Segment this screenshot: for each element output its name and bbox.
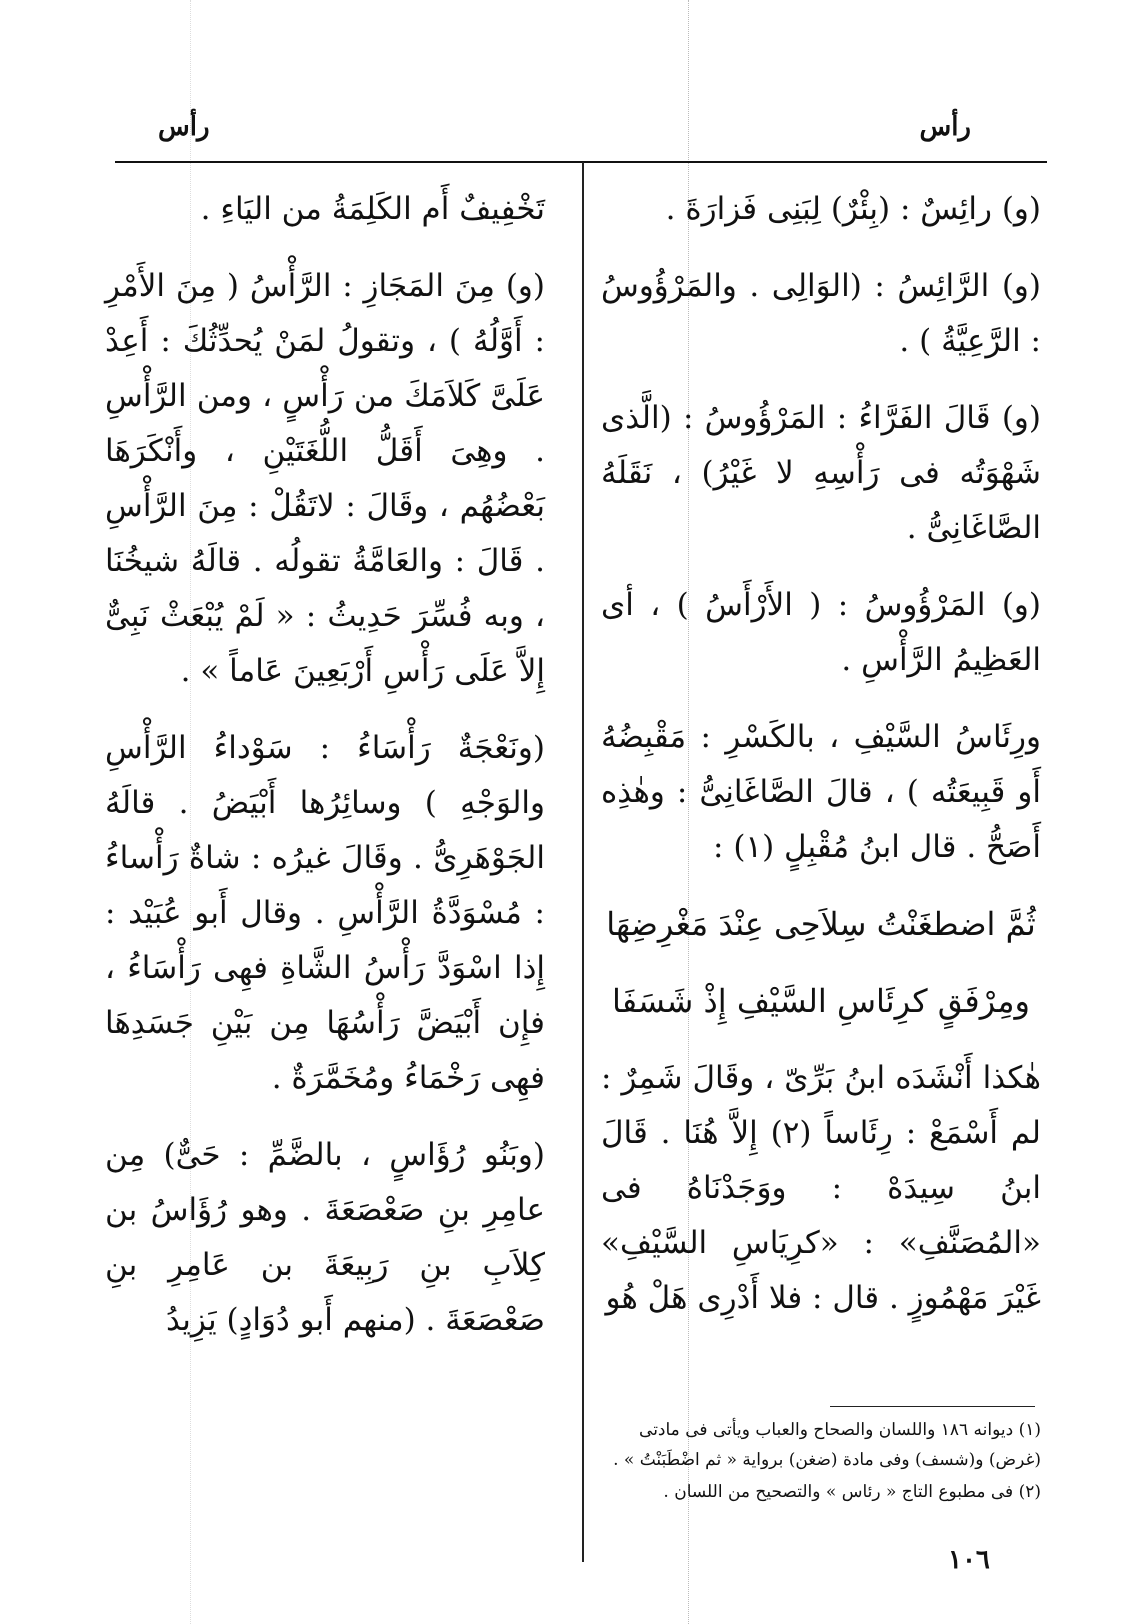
footnotes	[601, 1415, 1041, 1509]
poetry-verse: ثُمَّ اضطغَنْتُ سِلاَحِى عِنْدَ مَغْرِضِهَا	[606, 905, 1036, 943]
right-column	[601, 182, 1041, 1348]
running-header-right: رأس	[919, 112, 971, 142]
entry-paragraph: (و) الرَّائِسُ : (الوَالِى . والمَرْؤُوسُ : الرَّعِيَّةُ ) .	[601, 268, 1041, 359]
footnote-rule	[830, 1406, 1035, 1407]
footnote: (١) ديوانه ١٨٦ واللسان والصحاح والعباب ويأتى فى مادتى (غرض) و(شسف) وفى مادة (ضغن) برواية « ثم اضْطَبَنْتُ » .	[613, 1420, 1041, 1470]
entry-paragraph: هٰكذا أَنْشَدَه ابنُ بَرِّىّ ، وقَالَ شَمِرٌ : لم أَسْمَعْ : رِئَاساً (٢) إِلاَّ هُنَا . قَالَ ابنُ سِيدَهْ : ووَجَدْنَاهُ فى «المُصَنَّفِ» : «كرِيَاسِ السَّيْفِ» غَيْرَ مَهْمُوزٍ . قال : فلا أَدْرِى هَلْ هُو	[601, 1060, 1041, 1316]
page-number: ١٠٦	[948, 1545, 990, 1575]
left-column	[105, 182, 545, 1370]
entry-paragraph: ورِئَاسُ السَّيْفِ ، بالكَسْرِ : مَقْبِضُهُ أَو قَبِيعَتُه ) ، قالَ الصَّاغَانِىُّ : وهٰذِه أَصَحُّ . قال ابنُ مُقْبِلٍ (١) :	[601, 719, 1041, 865]
running-header-left: رأس	[158, 112, 210, 142]
entry-paragraph: (ونَعْجَةٌ رَأْسَاءُ : سَوْداءُ الرَّأْسِ والوَجْهِ ) وسائِرُها أَبْيَضُ . قالَهُ الجَوْهَرِىُّ . وقَالَ غيرُه : شاةٌ رَأْساءُ : مُسْوَدَّةُ الرَّأْسِ . وقال أَبو عُبَيْد : إِذا اسْوَدَّ رَأْسُ الشَّاةِ فهِى رَأْسَاءُ ، فإِن أَبْيَضَّ رَأْسُهَا مِن بَيْنِ جَسَدِهَا فهِى رَخْمَاءُ ومُخَمَّرَةٌ .	[105, 730, 545, 1096]
entry-paragraph: (و) المَرْؤُوسُ : ( الأَرْأَسُ ) ، أى العَظِيمُ الرَّأْسِ .	[601, 587, 1041, 678]
entry-paragraph: (و) مِنَ المَجَازِ : الرَّأْسُ ( مِنَ الأَمْرِ : أَوَّلُهُ ) ، وتقولُ لمَنْ يُحدِّثُكَ : أَعِدْ عَلَىَّ كَلاَمَكَ من رَأْسٍ ، ومن الرَّأْسِ . وهِىَ أَقَلُّ اللُّغَتَيْنِ ، وأَنْكَرَهَا بَعْضُهُم ، وقَالَ : لاتَقُلْ : مِنَ الرَّأْسِ . قَالَ : والعَامَّةُ تقولُه . قالَهُ شيخُنَا ، وبه فُسِّرَ حَدِيثُ : « لَمْ يُبْعَثْ نَبِىٌّ إِلاَّ عَلَى رَأْسِ أَرْبَعِينَ عَاماً » .	[105, 268, 545, 689]
entry-paragraph: (وبَنُو رُؤَاسٍ ، بالضَّمِّ : حَىٌّ) مِن عامِرِ بنِ صَعْصَعَةَ . وهو رُؤَاسُ بن كِلاَبِ بنِ رَبِيعَةَ بن عَامِرِ بنِ صَعْصَعَةَ . (منهم أَبو دُوَادٍ) يَزِيدُ	[105, 1137, 545, 1338]
header-rule	[115, 161, 1047, 163]
entry-paragraph: تَخْفِيفٌ أَم الكَلِمَةُ من اليَاءِ .	[200, 191, 545, 227]
footnote: (٢) فى مطبوع التاج « رئاس » والتصحيح من اللسان .	[663, 1482, 1041, 1502]
column-divider	[582, 162, 584, 1562]
entry-paragraph: (و) قَالَ الفَرَّاءُ : المَرْؤُوسُ : (الَّذى شَهْوَتُه فى رَأْسِهِ لا غَيْرُ) ، نَقَلَهُ الصَّاغَانِىُّ .	[601, 400, 1041, 546]
poetry-verse: ومِرْفَقٍ كرِئَاسِ السَّيْفِ إِذْ شَسَفَا	[612, 982, 1030, 1020]
entry-paragraph: (و) رائِسٌ : (بِئْرٌ) لِبَنِى فَزارَةَ .	[665, 191, 1041, 227]
